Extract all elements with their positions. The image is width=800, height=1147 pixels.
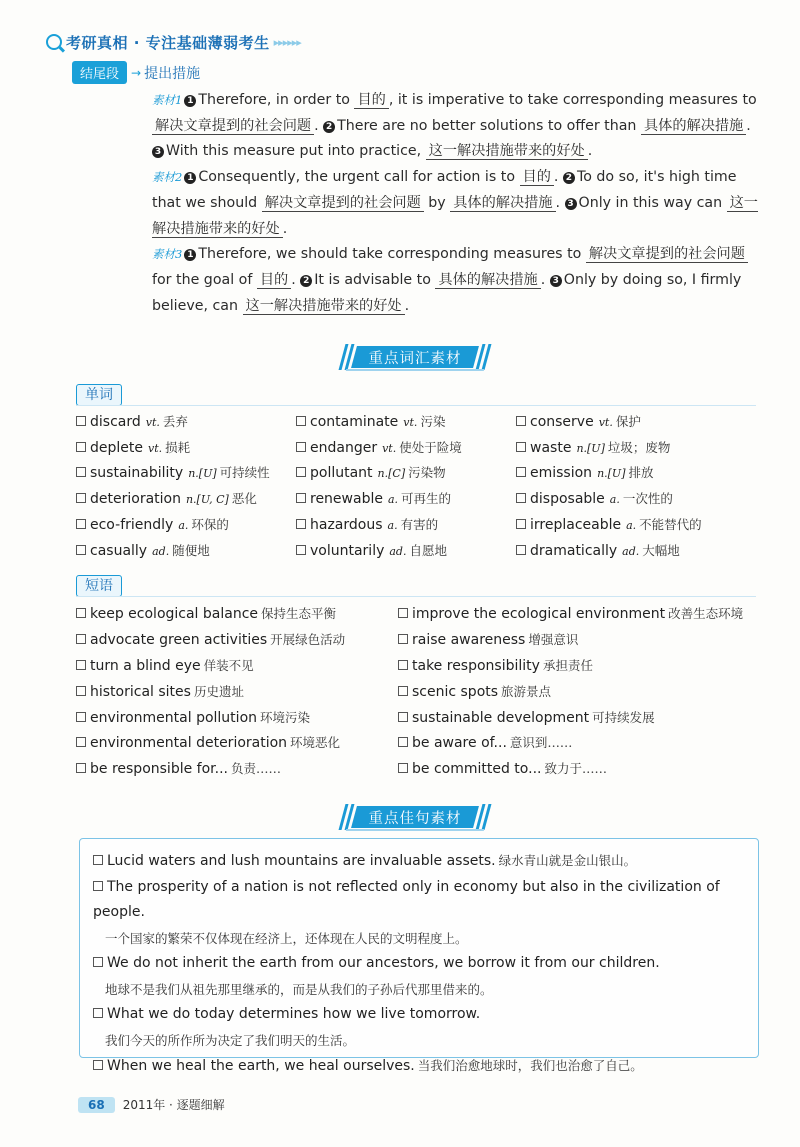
word-en: waste xyxy=(530,439,572,456)
phrase-cn: 旅游景点 xyxy=(501,683,552,699)
word-item xyxy=(76,412,296,430)
word-pos: vt. xyxy=(148,441,163,455)
checkbox-icon xyxy=(76,416,86,426)
ending-section-tag xyxy=(72,61,200,84)
phrase-en: improve the ecological environment xyxy=(412,605,666,622)
word-en: eco-friendly xyxy=(90,517,174,534)
phrase-en: turn a blind eye xyxy=(90,657,201,674)
material-paragraph xyxy=(152,88,762,165)
word-item xyxy=(516,541,736,559)
material-text: To do so, it's high time that we should xyxy=(152,169,737,211)
phrase-item xyxy=(76,682,398,700)
fill-in-blank: 目的 xyxy=(520,169,554,186)
word-pos: a. xyxy=(609,493,620,507)
word-row xyxy=(76,485,766,511)
sentence-en: When we heal the earth, we heal ourselves. xyxy=(107,1058,415,1074)
checkbox-icon xyxy=(76,660,86,670)
word-cn: 保护 xyxy=(615,413,641,429)
phrase-en: historical sites xyxy=(90,683,191,700)
checkbox-icon xyxy=(296,545,306,555)
sentences-list xyxy=(93,848,753,1080)
checkbox-icon xyxy=(296,519,306,529)
word-cn: 丢弃 xyxy=(162,413,188,429)
checkbox-icon xyxy=(398,737,408,747)
phrase-en: take responsibility xyxy=(412,657,540,674)
phrases-heading: 短语 xyxy=(76,575,122,597)
sentence-en: What we do today determines how we live tomorrow. xyxy=(107,1006,481,1022)
word-pos: ad. xyxy=(152,544,170,558)
word-cn: 不能替代的 xyxy=(639,517,702,533)
word-cn: 可再生的 xyxy=(401,491,452,507)
phrase-item xyxy=(76,733,398,751)
sentence-cn: 当我们治愈地球时，我们也治愈了自己。 xyxy=(417,1058,643,1073)
material-text: Therefore, we should take corresponding measures to xyxy=(198,246,586,263)
sentence-number-badge: 2 xyxy=(563,172,575,184)
word-item xyxy=(516,515,736,533)
word-item xyxy=(76,515,296,533)
sentence-number-badge: 1 xyxy=(184,249,196,261)
fill-in-blank: 解决文章提到的社会问题 xyxy=(152,118,314,135)
sentence-item xyxy=(93,1053,753,1080)
checkbox-icon xyxy=(398,608,408,618)
fill-in-blank: 具体的解决措施 xyxy=(641,118,746,135)
phrases-table xyxy=(76,600,766,781)
page-header xyxy=(46,30,301,54)
checkbox-icon xyxy=(93,1008,103,1018)
checkbox-icon xyxy=(76,686,86,696)
phrase-cn: 历史遗址 xyxy=(193,683,244,699)
word-en: renewable xyxy=(310,491,383,508)
fill-in-blank: 这一解决措施带来的好处 xyxy=(243,298,405,315)
sentence-number-badge: 3 xyxy=(152,146,164,158)
checkbox-icon xyxy=(76,467,86,477)
word-cn: 一次性的 xyxy=(622,491,673,507)
word-pos: vt. xyxy=(382,441,397,455)
word-cn: 自愿地 xyxy=(409,542,447,558)
word-item xyxy=(76,489,296,507)
word-cn: 使处于险境 xyxy=(399,439,462,455)
word-pos: a. xyxy=(387,493,399,507)
word-item xyxy=(296,412,516,430)
word-en: endanger xyxy=(310,439,378,456)
word-en: conserve xyxy=(530,413,594,430)
phrase-cn: 佯装不见 xyxy=(203,657,254,673)
sentence-cn: 绿水青山就是金山银山。 xyxy=(498,853,637,868)
material-label: 素材1 xyxy=(152,93,183,107)
vocab-banner xyxy=(340,342,490,370)
page-number: 68 xyxy=(78,1097,115,1113)
page-footer xyxy=(78,1096,225,1113)
phrase-item xyxy=(398,656,593,674)
word-en: contaminate xyxy=(310,413,399,430)
sentence-number-badge: 1 xyxy=(184,95,196,107)
phrase-en: advocate green activities xyxy=(90,631,268,648)
checkbox-icon xyxy=(76,608,86,618)
phrase-row xyxy=(76,729,766,755)
word-item xyxy=(516,412,736,430)
word-pos: n.[U, C] xyxy=(185,493,229,507)
word-en: discard xyxy=(90,413,141,430)
phrase-en: scenic spots xyxy=(412,683,499,700)
checkbox-icon xyxy=(93,957,103,967)
phrase-item xyxy=(398,630,578,648)
phrase-en: be aware of... xyxy=(412,735,507,752)
checkbox-icon xyxy=(76,763,86,773)
material-text: There are no better solutions to offer than xyxy=(337,117,641,134)
material-text: . xyxy=(587,143,593,160)
phrase-en: raise awareness xyxy=(412,631,526,648)
checkbox-icon xyxy=(93,1060,103,1070)
word-cn: 损耗 xyxy=(165,439,191,455)
word-pos: ad. xyxy=(622,544,640,558)
word-pos: vt. xyxy=(598,415,613,429)
checkbox-icon xyxy=(76,442,86,452)
word-item xyxy=(76,438,296,456)
sentence-en: Lucid waters and lush mountains are invaluable assets. xyxy=(107,853,496,869)
word-cn: 环保的 xyxy=(191,517,229,533)
word-cn: 污染 xyxy=(420,413,446,429)
word-pos: ad. xyxy=(389,544,407,558)
divider xyxy=(76,596,756,597)
fill-in-blank: 解决文章提到的社会问题 xyxy=(262,195,424,212)
checkbox-icon xyxy=(93,881,103,891)
word-cn: 大幅地 xyxy=(642,542,680,558)
word-cn: 随便地 xyxy=(172,542,210,558)
checkbox-icon xyxy=(516,493,526,503)
word-pos: n.[U] xyxy=(188,467,217,481)
material-text: It is advisable to xyxy=(314,271,436,288)
word-en: sustainability xyxy=(90,465,184,482)
checkbox-icon xyxy=(516,519,526,529)
phrase-item xyxy=(398,708,655,726)
word-en: deterioration xyxy=(90,491,181,508)
word-row xyxy=(76,511,766,537)
material-text: . xyxy=(746,117,751,134)
arrows-decoration: ▸▸▸▸▸▸ xyxy=(273,35,301,49)
checkbox-icon xyxy=(516,545,526,555)
checkbox-icon xyxy=(76,519,86,529)
phrase-cn: 承担责任 xyxy=(542,657,593,673)
sentence-en: The prosperity of a nation is not reflected only in economy but also in the civilization of people. xyxy=(93,878,720,920)
material-text: for the goal of xyxy=(152,271,257,288)
word-cn: 污染物 xyxy=(408,465,446,481)
word-row xyxy=(76,408,766,434)
word-row xyxy=(76,434,766,460)
sentence-number-badge: 2 xyxy=(323,121,335,133)
checkbox-icon xyxy=(76,545,86,555)
word-cn: 排放 xyxy=(628,465,654,481)
divider xyxy=(76,405,756,406)
phrase-cn: 可持续发展 xyxy=(592,709,655,725)
phrase-cn: 改善生态环境 xyxy=(668,605,744,621)
word-item xyxy=(76,541,296,559)
material-text: . xyxy=(404,297,410,314)
word-en: voluntarily xyxy=(310,542,385,559)
checkbox-icon xyxy=(76,493,86,503)
sentence-banner-title: 重点佳句素材 xyxy=(368,811,462,827)
word-item xyxy=(516,438,736,456)
checkbox-icon xyxy=(296,416,306,426)
word-item xyxy=(296,463,516,481)
word-item xyxy=(76,463,296,481)
word-en: casually xyxy=(90,542,148,559)
material-text: Only in this way can xyxy=(578,194,727,211)
checkbox-icon xyxy=(516,442,526,452)
word-cn: 有害的 xyxy=(400,517,439,533)
material-text: by xyxy=(423,194,451,211)
word-en: pollutant xyxy=(310,465,373,482)
word-pos: n.[U] xyxy=(597,467,626,481)
sentence-item xyxy=(93,951,753,977)
word-cn: 恶化 xyxy=(231,491,257,507)
sentence-item xyxy=(93,1002,753,1028)
phrase-cn: 致力于…… xyxy=(544,761,607,777)
material-label: 素材2 xyxy=(152,170,183,185)
word-en: hazardous xyxy=(310,517,383,534)
word-cn: 可持续性 xyxy=(219,465,270,481)
phrase-cn: 环境污染 xyxy=(260,709,311,725)
fill-in-blank: 具体的解决措施 xyxy=(435,272,540,289)
material-paragraph xyxy=(152,165,762,242)
material-text: Consequently, the urgent call for action is to xyxy=(198,169,520,186)
checkbox-icon xyxy=(76,712,86,722)
words-table xyxy=(76,408,766,563)
phrase-row xyxy=(76,755,766,781)
phrase-row xyxy=(76,626,766,652)
fill-in-blank: 具体的解决措施 xyxy=(450,195,555,212)
checkbox-icon xyxy=(296,493,306,503)
fill-in-blank: 目的 xyxy=(257,272,291,289)
material-text: . xyxy=(540,271,550,288)
sentence-item xyxy=(93,875,753,926)
phrase-item xyxy=(398,682,551,700)
phrase-en: environmental deterioration xyxy=(90,735,288,752)
ending-tag-text: 提出措施 xyxy=(144,65,201,82)
sentence-number-badge: 3 xyxy=(550,275,562,287)
word-pos: n.[U] xyxy=(576,441,605,455)
material-text: With this measure put into practice, xyxy=(166,143,426,160)
sentence-cn: 一个国家的繁荣不仅体现在经济上，还体现在人民的文明程度上。 xyxy=(105,930,468,946)
fill-in-blank: 解决文章提到的社会问题 xyxy=(586,246,748,263)
word-pos: a. xyxy=(178,519,189,533)
material-text: . xyxy=(291,271,301,288)
phrase-item xyxy=(76,656,398,674)
phrase-cn: 意识到…… xyxy=(509,735,573,751)
phrase-row xyxy=(76,704,766,730)
sentence-banner xyxy=(340,802,490,830)
checkbox-icon xyxy=(398,763,408,773)
word-en: disposable xyxy=(530,491,605,508)
phrase-item xyxy=(76,630,398,648)
ending-materials xyxy=(152,88,762,319)
word-en: deplete xyxy=(90,439,143,456)
words-heading: 单词 xyxy=(76,384,122,406)
phrase-cn: 保持生态平衡 xyxy=(261,605,337,621)
phrase-cn: 环境恶化 xyxy=(290,735,341,751)
phrase-en: be responsible for... xyxy=(90,761,228,778)
checkbox-icon xyxy=(398,686,408,696)
material-text: . xyxy=(314,117,324,134)
ending-tag-label: 结尾段 xyxy=(72,61,127,84)
checkbox-icon xyxy=(296,442,306,452)
word-item xyxy=(516,489,736,507)
word-row xyxy=(76,537,766,563)
phrase-en: be committed to... xyxy=(412,761,542,778)
word-pos: vt. xyxy=(145,415,160,429)
phrase-cn: 负责…… xyxy=(230,761,281,777)
phrase-en: keep ecological balance xyxy=(90,605,259,622)
checkbox-icon xyxy=(93,855,103,865)
fill-in-blank: 这一解决措施带来的好处 xyxy=(152,194,758,237)
word-cn: 垃圾；废物 xyxy=(607,439,671,455)
material-label: 素材3 xyxy=(152,247,183,262)
material-paragraph xyxy=(152,242,762,319)
sentence-number-badge: 2 xyxy=(300,275,312,287)
phrase-row xyxy=(76,652,766,678)
word-pos: n.[C] xyxy=(377,467,406,481)
word-item xyxy=(516,463,736,481)
search-logo-icon xyxy=(46,34,62,50)
word-pos: a. xyxy=(387,519,398,533)
phrase-row xyxy=(76,600,766,626)
phrase-en: environmental pollution xyxy=(90,709,258,726)
phrase-item xyxy=(76,708,398,726)
material-text: . xyxy=(555,194,565,211)
material-text: . xyxy=(553,169,563,186)
checkbox-icon xyxy=(398,660,408,670)
sentence-cn: 我们今天的所作所为决定了我们明天的生活。 xyxy=(105,1032,356,1048)
checkbox-icon xyxy=(296,467,306,477)
sentence-number-badge: 3 xyxy=(565,198,577,210)
phrase-item xyxy=(398,733,572,751)
checkbox-icon xyxy=(398,712,408,722)
word-item xyxy=(296,541,516,559)
material-text: , it is imperative to take corresponding measures to xyxy=(388,92,757,108)
book-title: 2011年 · 逐题细解 xyxy=(122,1098,225,1112)
word-row xyxy=(76,460,766,486)
word-en: dramatically xyxy=(530,542,618,559)
word-item xyxy=(296,438,516,456)
sentence-item xyxy=(93,848,753,875)
sentence-en: We do not inherit the earth from our ancestors, we borrow it from our children. xyxy=(107,955,660,971)
word-item xyxy=(296,489,516,507)
phrase-cn: 增强意识 xyxy=(528,631,579,647)
word-en: irreplaceable xyxy=(530,517,622,534)
phrase-item xyxy=(398,604,743,622)
vocab-banner-title: 重点词汇素材 xyxy=(368,351,462,367)
checkbox-icon xyxy=(516,467,526,477)
fill-in-blank: 这一解决措施带来的好处 xyxy=(426,143,588,160)
phrase-item xyxy=(76,604,398,622)
phrase-cn: 开展绿色活动 xyxy=(270,631,346,647)
material-text: . xyxy=(282,220,288,237)
sentence-cn: 地球不是我们从祖先那里继承的，而是从我们的子孙后代那里借来的。 xyxy=(105,981,493,997)
checkbox-icon xyxy=(76,634,86,644)
material-text: Therefore, in order to xyxy=(198,92,355,108)
arrow-right-icon: → xyxy=(131,65,142,80)
material-text: Only by doing so, I firmly believe, can xyxy=(152,271,742,314)
brand-title: 考研真相 · 专注基础薄弱考生 xyxy=(66,33,270,52)
sentence-number-badge: 1 xyxy=(184,172,196,184)
phrase-row xyxy=(76,678,766,704)
checkbox-icon xyxy=(76,737,86,747)
checkbox-icon xyxy=(516,416,526,426)
checkbox-icon xyxy=(398,634,408,644)
fill-in-blank: 目的 xyxy=(354,92,388,109)
word-pos: vt. xyxy=(403,415,418,429)
word-en: emission xyxy=(530,465,593,482)
word-item xyxy=(296,515,516,533)
phrase-item xyxy=(398,759,607,777)
phrase-en: sustainable development xyxy=(412,709,590,726)
phrase-item xyxy=(76,759,398,777)
word-pos: a. xyxy=(626,519,637,533)
